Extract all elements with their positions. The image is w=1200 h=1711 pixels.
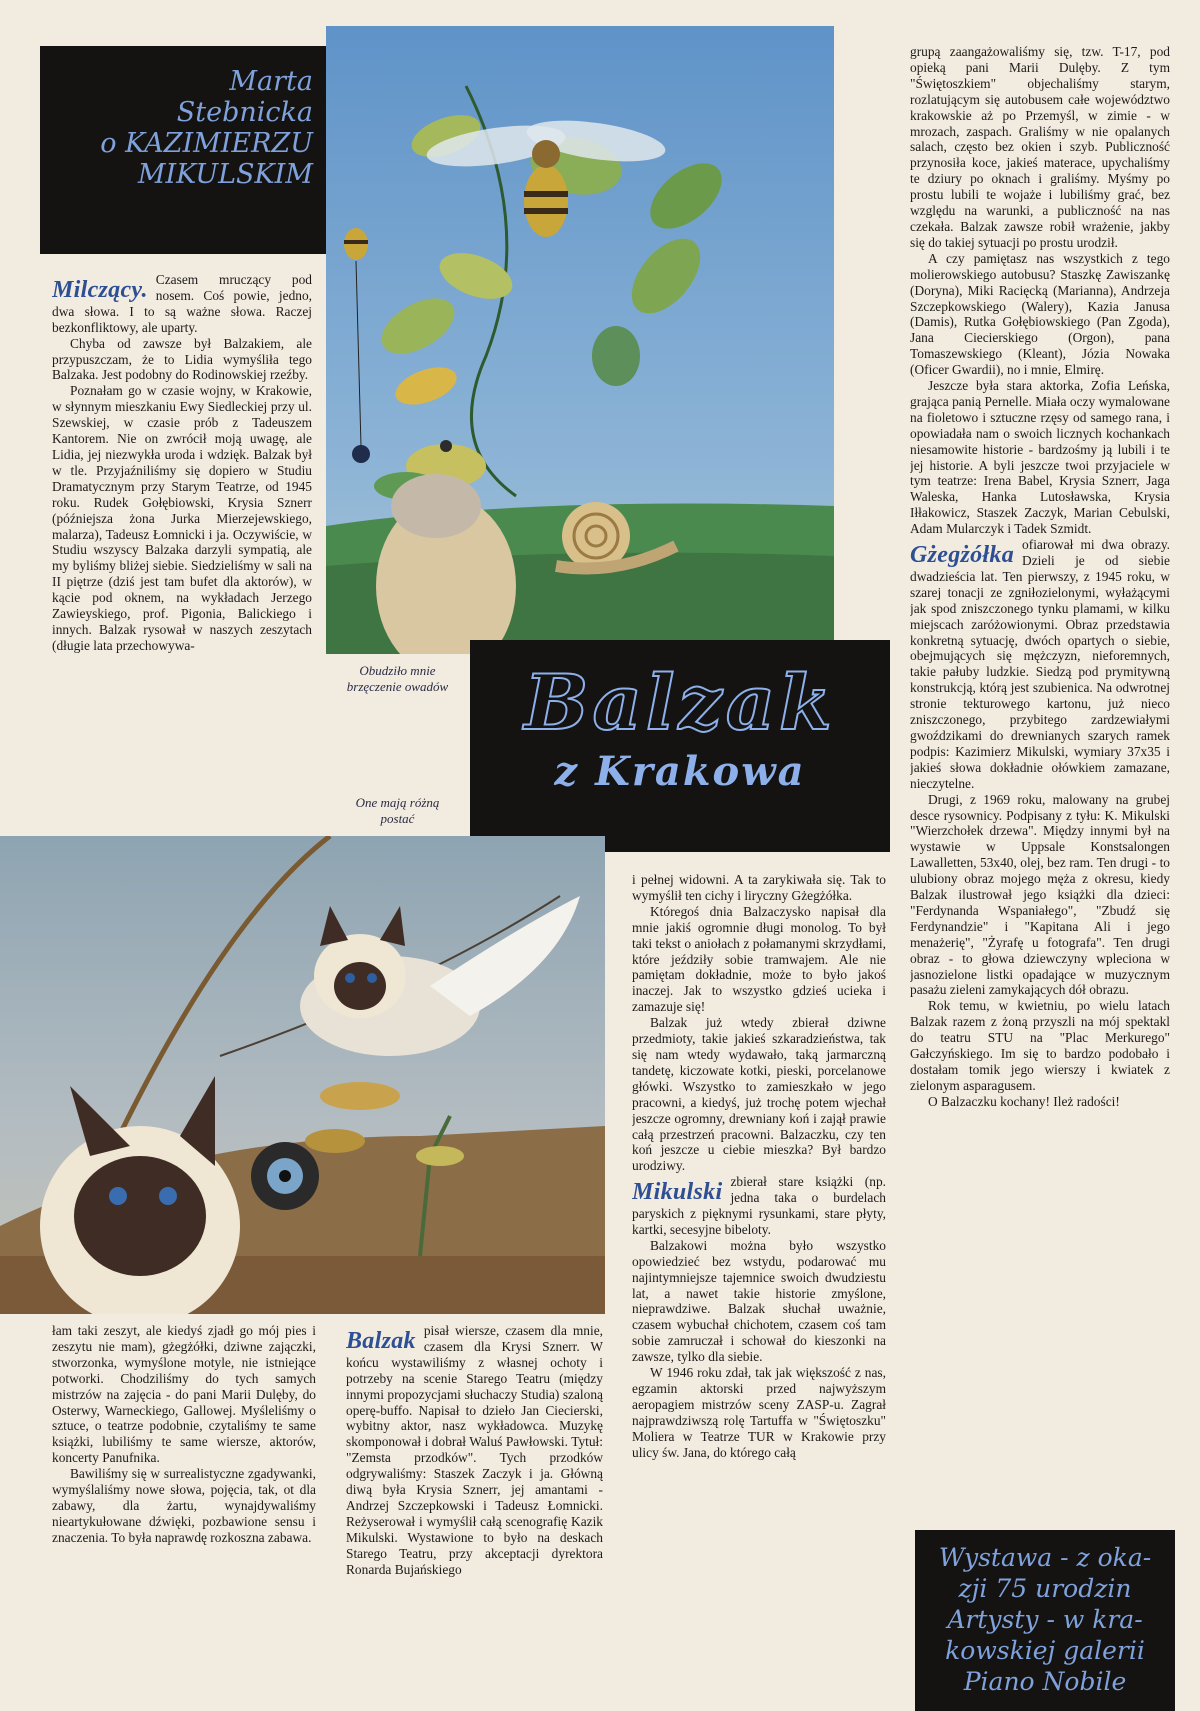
- column-1b: [52, 1323, 316, 1703]
- col1-paragraph: Poznałam go w czasie wojny, w Krakowie, w słynnym mieszkaniu Ewy Siedleckiej przy ul. Szewskiej, w czasie prób z Tadeuszem Kantorem. Nie on zwrócił moją uwagę, ale Lidia, jej niezwykła uroda i wdzięk. Balzak był w tle. Przyjaźniliśmy się dopiero w Studiu Dramatycznym przy Starym Teatrze, od 1945 roku. Rudek Gołębiowski, Krysia Sznerr (późniejsza żona Jurka Mierzejewskiego, malarza), Tadeusz Łomnicki i ja. Oczywiście, w Studiu wszyscy Balzaka darzyli sympatią, ale my byliśmy bliżej siebie. Siedzieliśmy w sali na II piętrze (dziś jest tam bufet dla aktorów), w kącie pod oknem, na wykładach Jerzego Zawieyskiego, prof. Pigonia, Balickiego i innych. Balzak rysował w naszych zeszytach (długie lata przechowywa-: [52, 383, 312, 653]
- painting-bees-image: [326, 26, 834, 654]
- dropword-milczacy: Milczący.: [52, 277, 148, 303]
- col3-lead: zbierał stare książki (np. jedna taka o burdelach paryskich z pięknymi rysunkami, stare płyty, kartki, secesyjne bibeloty.: [632, 1174, 886, 1237]
- dropword-gzegzolka: Gżegżółka: [910, 542, 1015, 569]
- col1-lead: Czasem mruczący pod nosem. Coś powie, jedno, dwa słowa. I to są ważne słowa. Raczej bezkonfliktowy, ale uparty.: [52, 272, 312, 335]
- col4-paragraph: Jeszcze była stara aktorka, Zofia Leńska, grająca panią Pernelle. Miała oczy wymalowane na fioletowo i sztuczne rzęsy od samego rana, i opowiadała nam o swoich licznych kochankach niesamowite historie - bardzośmy ją lubili i te jej historie. A byli jeszcze twoi przyjaciele w tym teatrze: Irena Babel, Krysia Sznerr, Jaga Waleska, Hanka Lutosławska, Krysia Iłłakowicz, Staszek Zaczyk, Marian Cebulski, Adam Mularczyk i Tadek Szmidt.: [910, 378, 1170, 537]
- exhibition-line: kowskiej galerii: [945, 1636, 1145, 1665]
- col3-paragraph: Balzak już wtedy zbierał dziwne przedmioty, takie jakieś szkaradzieństwa, tak się nam wtedy wydawało, taką jarmarczną tandetę, kiczowate kotki, pieski, porcelanowe główki. Wszystko to zamieszkało w jego pracowni, a kiedyś, już trochę potem wjechał jeszcze ogromny, drewniany koń i zajął prawie całą przestrzeń pracowni. Balzaczku, czy ten koń jeszcze u ciebie mieszka? Był bardzo urodziwy.: [632, 1015, 886, 1174]
- caption-bees: Obudziło mnie brzęczenie owadów: [346, 663, 449, 694]
- col3-paragraph: i pełnej widowni. A ta zarykiwała się. Tak to wymyślił ten cichy i liryczny Gżegżółka.: [632, 872, 886, 903]
- painting-cats-image: [0, 836, 605, 1314]
- col4-paragraph: Drugi, z 1969 roku, malowany na grubej desce rysownicy. Podpisany z tyłu: K. Mikulski "Wierzchołek drzewa". Między innymi był na wystawie w Uppsale Konstsalongen Lawalletten, 53x40, olej, bez ram. Ten drugi - to ulubiony obraz mojego męża z okresu, kiedy Balzak ilustrował jego książki dla dzieci: "Ferdynanda Wspaniałego", "Zbudź się Ferdynandzie" i "Kapitana Ali i jego menażerię", "Żyrafę u fotografa". Ten drugi obraz - to głowa dziewczyny wpleciona w jasnozielone listki opadające w muzycznym pasażu zieleni zamykających dół obrazu.: [910, 791, 1170, 998]
- header-line: Stebnicka: [176, 97, 313, 128]
- col1-paragraph: Chyba od zawsze był Balzakiem, ale przypuszczam, że to Lidia wymyśliła tego Balzaka. Jest podobny do Rodinowskiej rzeźby.: [52, 335, 312, 383]
- headline-title: Balzak: [524, 658, 836, 747]
- header-line: Marta: [229, 66, 313, 97]
- col4-paragraph: Rok temu, w kwietniu, po wielu latach Balzak razem z żoną przyszli na mój spektakl do teatru STU na "Plac Merkurego" Gałczyńskiego. Im się to bardzo podobało i dostałam tomik jego wierszy i kwiatek z zielonym asparagusem.: [910, 998, 1170, 1093]
- painting-cats: [0, 836, 605, 1314]
- headline-box: [470, 640, 890, 852]
- exhibition-line: Wystawa - z oka-: [938, 1543, 1152, 1572]
- column-1: [52, 272, 312, 812]
- header-line: MIKULSKIM: [137, 159, 313, 190]
- column-4: [910, 44, 1170, 1524]
- col3-paragraph: Któregoś dnia Balzaczysko napisał dla mnie jakiś ogromnie długi monolog. To był taki tekst o aniołach z połamanymi skrzydłami, które jeździły sobie tramwajem. Ale nie pamiętam dokładnie, może to było jakoś inaczej. Jak to wszystko gdzieś ucieka i zamazuje się!: [632, 903, 886, 1015]
- col1b-paragraph: Bawiliśmy się w surrealistyczne zgadywanki, wymyślaliśmy nowe słowa, pojęcia, tak, ot dla zabawy, dla żartu, wynajdywaliśmy nieartykułowane dźwięki, pozbawione sensu i znaczenia. To była naprawdę rozkoszna zabawa.: [52, 1466, 316, 1545]
- column-3: [632, 872, 886, 1702]
- col4-paragraph: grupą zaangażowaliśmy się, tzw. T-17, pod opieką pani Marii Dulęby. Z tym "Świętoszkiem" objechaliśmy starym, rozlatującym się autobusem całe województwo krakowskie aż po Przemyśl, w zimie - w mrozach, zaspach. Graliśmy w nie opalanych salach, często bez okien i szyb. Publiczność przynosiła koce, jakieś materace, upychaliśmy te dziury po oknach i graliśmy. Myśmy po prostu lubili te wojaże i lubiliśmy grać, bez względu na warunki, a publiczność na nas czekała. Balzak zawsze robił wrażenie, jakby się do takiej sytuacji po prostu urodził.: [910, 44, 1170, 250]
- exhibition-line: Artysty - w kra-: [947, 1605, 1143, 1634]
- exhibition-box: [915, 1530, 1175, 1711]
- headline-subtitle: z Krakowa: [554, 748, 806, 795]
- painting-bees: [326, 26, 834, 654]
- exhibition-line: Piano Nobile: [963, 1667, 1127, 1696]
- author-header: [40, 46, 335, 254]
- dropword-mikulski: Mikulski: [632, 1179, 723, 1206]
- exhibition-line: zji 75 urodzin: [958, 1574, 1132, 1603]
- col1b-paragraph: łam taki zeszyt, ale kiedyś zjadł go mój pies i zeszytu nie mam), gżegżółki, dziwne zajączki, stworzonka, wymyślone motyle, nie istniejące potworki. Chodziliśmy do tych samych mistrzów na zajęcia - do pani Marii Dulęby, do Osterwy, Warneckiego, Gallowej. Myśleliśmy o sztuce, o teatrze podobnie, czytaliśmy te same książki, lubiliśmy te same wiersze, aktorów, koncerty Panufnika.: [52, 1323, 316, 1466]
- col3-paragraph: W 1946 roku zdał, tak jak większość z nas, egzamin aktorski przed najwyższym aeropagiem mistrzów sceny ZASP-u. Zagrał najprawdziwszą rolę Tartuffa w "Świętoszku" Moliera w Teatrze TUR w Krakowie przy ulicy św. Jana, do którego całą: [632, 1365, 886, 1460]
- col3-paragraph: Balzakowi można było wszystko opowiedzieć bez wstydu, podarować mu najintymniejsze tajemnice swoich dwudziestu lat, a nawet takie historie zmyślone, nieprawdziwe. Balzak słuchał uważnie, czasem wybuchał chichotem, czasem coś tam sobie zamruczał i schował do kieszonki na zawsze, tylko dla siebie.: [632, 1237, 886, 1365]
- caption-cats: One mają różną postać: [355, 795, 440, 826]
- header-line: o KAZIMIERZU: [100, 128, 313, 159]
- col4-lead: ofiarował mi dwa obrazy. Dzieli je od siebie dwadzieścia lat. Ten pierwszy, z 1945 roku, w szarej tonacji ze zgniłozielonymi, wyłażącymi jak spod zniszczonego tynku plamami, w kilku miejscach zaróżowionymi. Obraz przedstawia konkretną sytuację, dwóch opartych o siebie, obejmujących się mężczyzn, nieforemnych, takie pałuby ludzkie. Siedzą pod prymitywną konstrukcją, którą jest szubienica. Na odwrotnej stronie tekturowego kartonu, już nieco zniszczonego, przybitego zardzewiałymi gwoździkami do drewnianych szarych ramek podpis: Kazimierz Mikulski, wymiary 37x35 i jakieś słowa dokładnie ołówkiem zamazane, nieczytelne.: [910, 537, 1170, 791]
- col2-lead: pisał wiersze, czasem dla mnie, czasem dla Krysi Sznerr. W końcu wystawiliśmy z własnej ochoty i potrzeby na scenie Starego Teatru (między innymi propozycjami słuchaczy Studia) szaloną operę-buffo. Napisał to dzieło Jan Ciecierski, wybitny aktor, nasz wykładowca. Muzykę skomponował i dobrał Waluś Pawłowski. Tytuł: "Zemsta przodków". Tych przodków odgrywaliśmy: Staszek Zaczyk i ja. Główną diwą była Krysia Sznerr, jej amantami - Andrzej Szczepkowski i Tadeusz Łomnicki. Reżyserował i wymyślił całą scenografię Kazik Mikulski. Wystawione to było na deskach Starego Teatru, przy akceptacji dyrektora Ronarda Bujańskiego: [346, 1323, 603, 1577]
- col4-paragraph: O Balzaczku kochany! Ileż radości!: [928, 1093, 1120, 1109]
- col4-paragraph: A czy pamiętasz nas wszystkich z tego molierowskiego autobusu? Staszkę Zawiszankę (Doryna), Miki Racięcką (Marianna), Andrzeja Szczepkowskiego (Walery), Kazia Janusa (Damis), Rutka Gołębiowskiego (Pan Zgoda), Jana Ciecierskiego (Orgon), pana Tomaszewskiego (Kleant), Józia Nowaka (Oficer Gwardii), no i mnie, Elmirę.: [910, 250, 1170, 378]
- dropword-balzak: Balzak: [346, 1328, 416, 1354]
- column-2: [346, 1323, 603, 1703]
